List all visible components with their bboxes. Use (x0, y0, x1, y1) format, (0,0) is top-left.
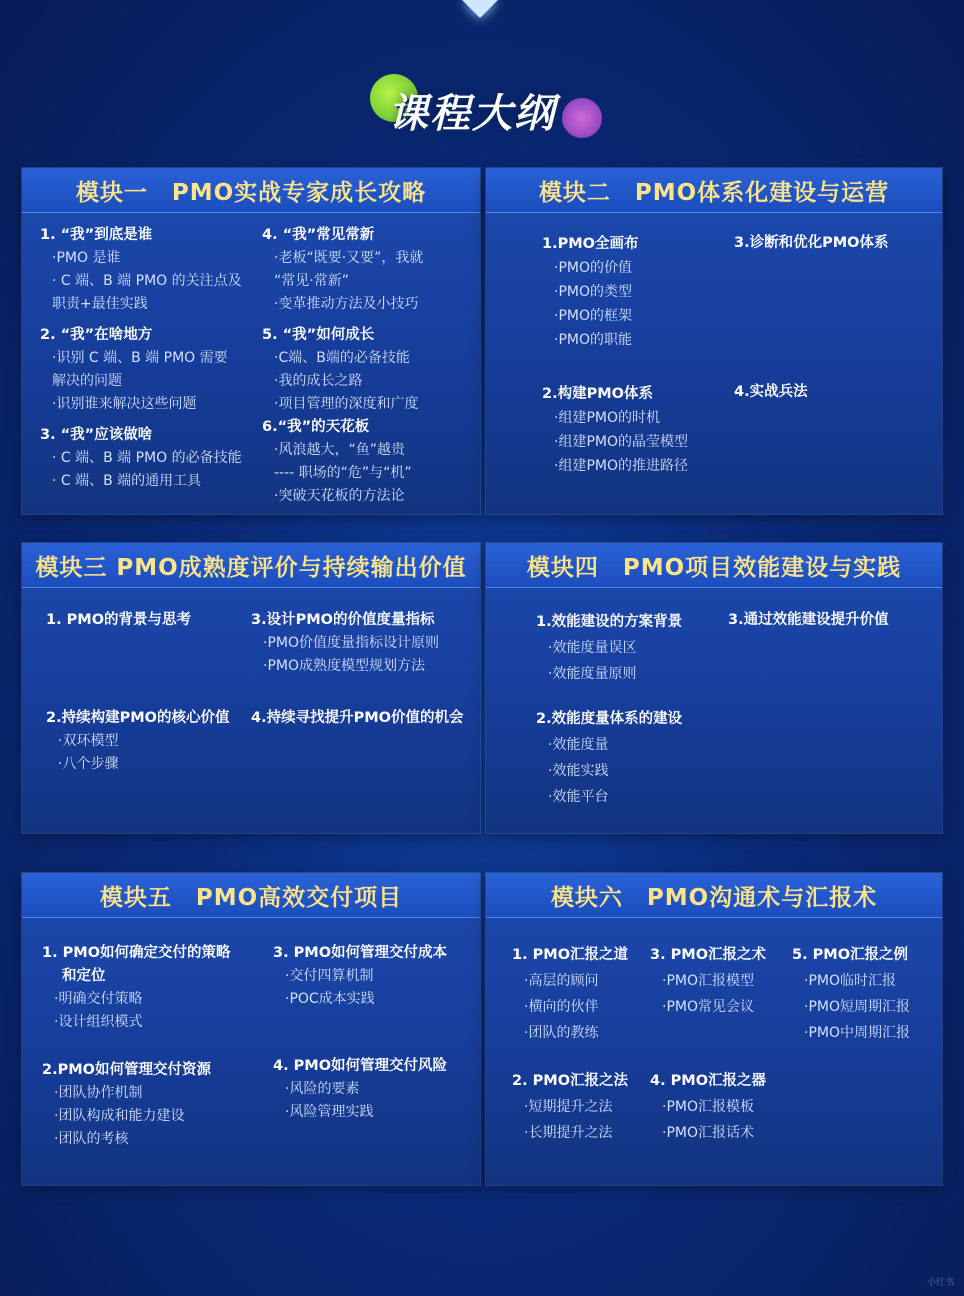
list-item: ·双环模型 (58, 733, 119, 749)
section-heading: 5. “我”如何成长 (262, 327, 375, 343)
list-item: ·效能平台 (548, 789, 609, 805)
module-5-col-left (42, 942, 267, 1034)
list-item: ·横向的伙伴 (524, 999, 599, 1015)
list-item: ·组建PMO的推进路径 (554, 458, 688, 474)
module-2-col-left (542, 232, 722, 478)
list-item: ·组建PMO的晶莹模型 (554, 434, 688, 450)
list-item: ·PMO汇报模型 (662, 973, 754, 989)
list-item: ---- 职场的“危”与“机” (274, 465, 412, 481)
module-6-col-1 (512, 942, 652, 1046)
list-item: ·团队的教练 (524, 1025, 599, 1041)
module-2-header: 模块二 PMO体系化建设与运营 (486, 168, 942, 213)
list-item: ·PMO的职能 (554, 332, 632, 348)
module-2-card (486, 168, 942, 514)
list-item: ·我的成长之路 (274, 373, 363, 389)
list-item: ·组建PMO的时机 (554, 410, 660, 426)
section-heading: 5. PMO汇报之例 (792, 947, 909, 963)
section-heading: 2.效能度量体系的建设 (536, 711, 683, 727)
module-5-card (22, 873, 480, 1185)
module-3-header: 模块三 PMO成熟度评价与持续输出价值 (22, 543, 480, 588)
section-heading: 4. PMO如何管理交付风险 (273, 1058, 448, 1074)
section-heading: 4.持续寻找提升PMO价值的机会 (251, 710, 464, 726)
list-item: ·效能度量 (548, 737, 609, 753)
section-heading: 3. PMO如何管理交付成本 (273, 945, 448, 961)
section-heading: 1. “我”到底是谁 (40, 227, 153, 243)
module-5-col-right (273, 942, 473, 1011)
list-item: “常见·常新” (274, 273, 349, 289)
list-item: ·效能度量原则 (548, 666, 637, 682)
section-heading: 3.诊断和优化PMO体系 (734, 235, 889, 251)
list-item: ·PMO价值度量指标设计原则 (263, 635, 439, 651)
module-5-header: 模块五 PMO高效交付项目 (22, 873, 480, 918)
list-item: ·项目管理的深度和广度 (274, 396, 419, 412)
list-item: ·PMO的价值 (554, 260, 632, 276)
list-item: ·明确交付策略 (54, 991, 143, 1007)
section-heading: 2.持续构建PMO的核心价值 (46, 710, 230, 726)
list-item: 职责+最佳实践 (52, 296, 148, 312)
list-item: ·交付四算机制 (285, 968, 374, 984)
module-3-col-left-2 (46, 707, 251, 776)
list-item: ·长期提升之法 (524, 1125, 613, 1141)
list-item: ·突破天花板的方法论 (274, 488, 405, 504)
module-6-col-2 (650, 942, 790, 1020)
watermark: 小红书 (926, 1278, 954, 1288)
list-item: ·识别谁来解决这些问题 (52, 396, 197, 412)
section-heading: 3. “我”应该做啥 (40, 427, 153, 443)
list-item: ·C端、B端的必备技能 (274, 350, 410, 366)
list-item: ·团队构成和能力建设 (54, 1108, 185, 1124)
list-item: 解决的问题 (52, 373, 122, 389)
list-item: ·PMO的类型 (554, 284, 632, 300)
module-4-card (486, 543, 942, 833)
section-heading: 4. PMO汇报之器 (650, 1073, 767, 1089)
list-item: ·八个步骤 (58, 756, 119, 772)
section-heading: 2. “我”在啥地方 (40, 327, 153, 343)
list-item: ·风险管理实践 (285, 1104, 374, 1120)
list-item: ·PMO临时汇报 (804, 973, 896, 989)
section-heading: 3.设计PMO的价值度量指标 (251, 612, 435, 628)
list-item: ·短期提升之法 (524, 1099, 613, 1115)
section-heading: 3. PMO汇报之术 (650, 947, 767, 963)
module-4-col-left (536, 609, 726, 687)
page-title-block (366, 68, 598, 140)
module-5-col-right-2 (273, 1055, 473, 1124)
list-item: ·POC成本实践 (285, 991, 375, 1007)
section-heading: 3.通过效能建设提升价值 (728, 612, 889, 628)
module-6-col-3 (792, 942, 938, 1046)
module-1-col-left (40, 224, 255, 493)
list-item: ·PMO短周期汇报 (804, 999, 910, 1015)
module-2-col-right (734, 232, 934, 255)
title-purple-blob (562, 98, 602, 138)
list-item: ·团队的考核 (54, 1131, 129, 1147)
list-item: ·团队协作机制 (54, 1085, 143, 1101)
list-item: ·PMO的框架 (554, 308, 632, 324)
module-6-header: 模块六 PMO沟通术与汇报术 (486, 873, 942, 918)
section-heading-cont: 和定位 (62, 968, 106, 984)
module-1-col-right (262, 224, 474, 508)
section-heading: 2. PMO汇报之法 (512, 1073, 629, 1089)
module-3-col-right (251, 609, 476, 678)
list-item: ·风险的要素 (285, 1081, 360, 1097)
section-heading: 4.实战兵法 (734, 384, 808, 400)
list-item: · C 端、B 端 PMO 的必备技能 (52, 450, 242, 466)
list-item: ·PMO常见会议 (662, 999, 754, 1015)
list-item: ·PMO 是谁 (52, 250, 121, 266)
module-5-col-left-2 (42, 1059, 267, 1151)
section-heading: 1.效能建设的方案背景 (536, 614, 683, 630)
list-item: ·效能实践 (548, 763, 609, 779)
module-3-col-right-2 (251, 707, 476, 730)
module-6-col-2-2 (650, 1068, 790, 1146)
list-item: ·高层的顾问 (524, 973, 599, 989)
module-1-header: 模块一 PMO实战专家成长攻略 (22, 168, 480, 213)
section-heading: 1. PMO如何确定交付的策略 (42, 945, 231, 961)
list-item: ·PMO成熟度模型规划方法 (263, 658, 425, 674)
list-item: ·PMO中周期汇报 (804, 1025, 910, 1041)
list-item: ·变革推动方法及小技巧 (274, 296, 419, 312)
module-3-col-left (46, 609, 251, 632)
module-4-col-left-2 (536, 706, 726, 810)
list-item: ·PMO汇报话术 (662, 1125, 754, 1141)
module-6-col-1-2 (512, 1068, 652, 1146)
list-item: ·效能度量误区 (548, 640, 637, 656)
list-item: ·识别 C 端、B 端 PMO 需要 (52, 350, 228, 366)
section-heading: 1.PMO全画布 (542, 236, 639, 252)
section-heading: 1. PMO汇报之道 (512, 947, 629, 963)
list-item: ·风浪越大，“鱼”越贵 (274, 442, 405, 458)
module-2-col-right-2 (734, 381, 934, 404)
module-3-card (22, 543, 480, 833)
list-item: ·PMO汇报模板 (662, 1099, 754, 1115)
page-title: 课程大纲 (388, 91, 556, 137)
list-item: · C 端、B 端 PMO 的关注点及 (52, 273, 242, 289)
module-1-card (22, 168, 480, 514)
list-item: ·老板“既要·又要”，我就 (274, 250, 424, 266)
section-heading: 2.PMO如何管理交付资源 (42, 1062, 211, 1078)
top-arrow-decoration (462, 0, 498, 18)
section-heading: 6.“我”的天花板 (262, 419, 370, 435)
module-4-header: 模块四 PMO项目效能建设与实践 (486, 543, 942, 588)
module-4-col-right (728, 609, 934, 632)
section-heading: 4. “我”常见常新 (262, 227, 375, 243)
list-item: · C 端、B 端的通用工具 (52, 473, 202, 489)
section-heading: 1. PMO的背景与思考 (46, 612, 192, 628)
list-item: ·设计组织模式 (54, 1014, 143, 1030)
module-6-card (486, 873, 942, 1185)
section-heading: 2.构建PMO体系 (542, 386, 653, 402)
